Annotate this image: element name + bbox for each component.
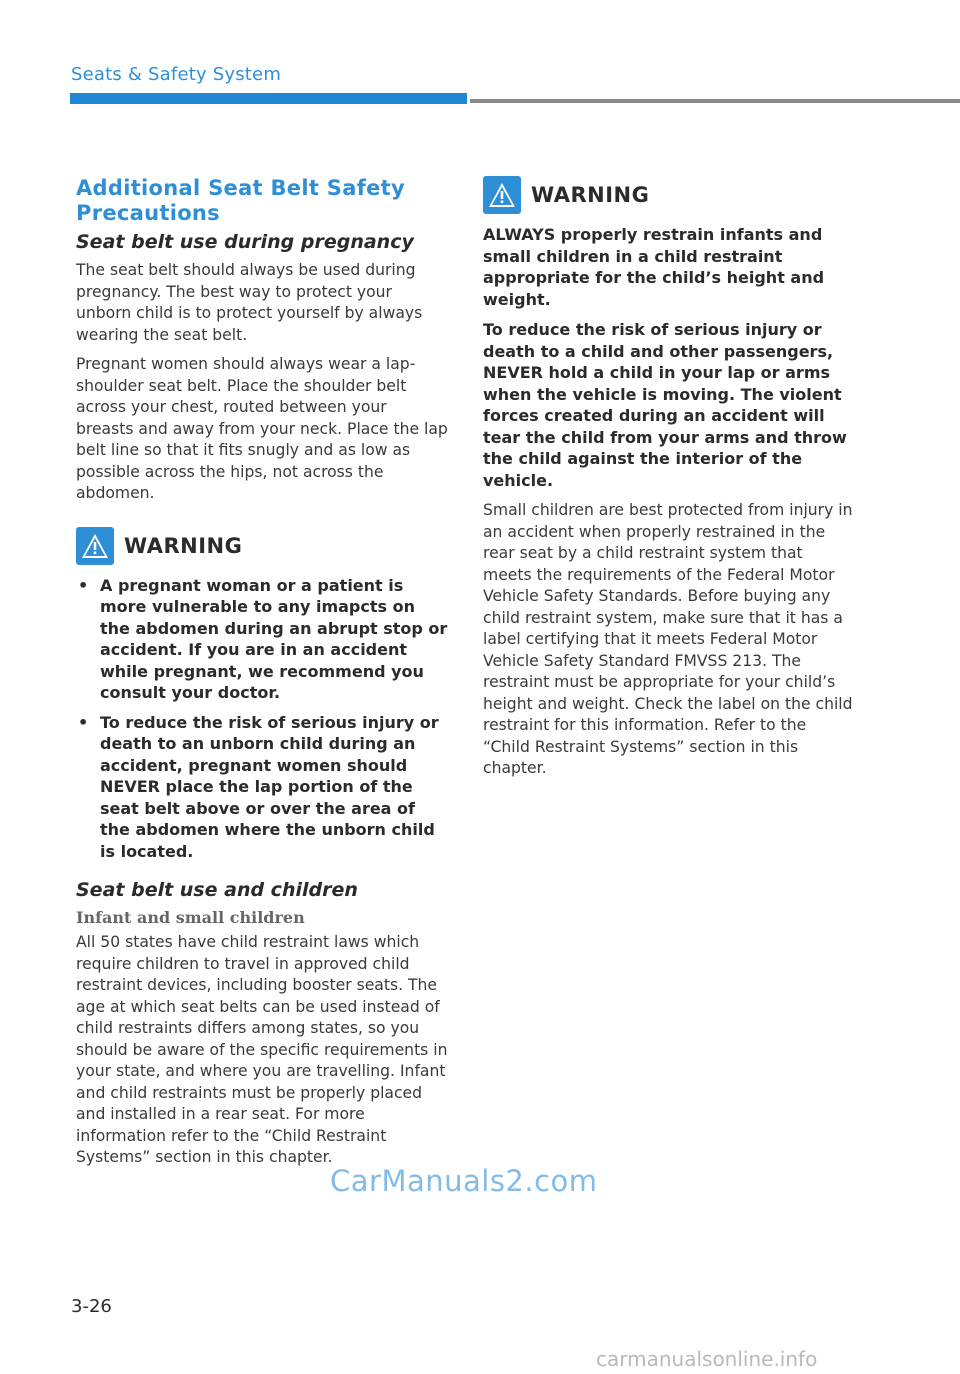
warning-triangle-icon — [76, 527, 114, 565]
warning-list — [76, 575, 448, 863]
watermark-carmanuals2: CarManuals2.com — [330, 1164, 598, 1198]
paragraph-children: All 50 states have child restraint laws which require children to travel in approved child restraint devices, including booster seats. The age at which seat belts can be used instead of child restraints differs among states, so you should be aware of the specific requirements in your state, and where you are travelling. Infant and child restraints must be properly placed and installed in a rear seat. For more information refer to the “Child Restraint Systems” section in this chapter. — [76, 933, 448, 1166]
warning-item-text: A pregnant woman or a patient is more vulnerable to any imapcts on the abdomen during an abrupt stop or accident. If you are in an accident while pregnant, we recommend you consult your doctor. — [100, 575, 448, 702]
bullet-icon: • — [78, 575, 89, 595]
warning-header-right — [483, 176, 855, 214]
right-column — [483, 176, 855, 788]
warning-body-right — [483, 224, 855, 491]
subheading-children: Seat belt use and children — [76, 879, 358, 901]
paragraph-small-children: Small children are best protected from injury in an accident when properly restrained in the rear seat by a child restraint system that meets the requirements of the Federal Motor Vehicle Safety Standards. Before buying any child restraint system, make sure that it has a label certifying that it meets Federal Motor Vehicle Safety Standard FMVSS 213. The restraint must be appropriate for your child’s height and weight. Check the label on the child restraint for this information. Refer to the “Child Restraint Systems” section in this chapter. — [483, 501, 853, 777]
site-watermark: carmanualsonline.info — [596, 1347, 818, 1371]
warning-item — [76, 712, 448, 863]
warning-title: WARNING — [531, 183, 650, 207]
left-column — [76, 176, 448, 1177]
warning-triangle-icon — [483, 176, 521, 214]
header-rule-gray — [470, 99, 960, 103]
header-rule-blue — [70, 93, 467, 104]
section-title: Additional Seat Belt Safety Precautions — [76, 176, 405, 225]
paragraph-pregnancy-2: Pregnant women should always wear a lap-shoulder seat belt. Place the shoulder belt across your chest, routed between your breasts and away from your neck. Place the lap belt line so that it fits snugly and as low as possible across the hips, not across the abdomen. — [76, 355, 448, 502]
warning-paragraph-2: To reduce the risk of serious injury or death to a child and other passengers, NEVER hold a child in your lap or arms when the vehicle is moving. The violent forces created during an accident will tear the child from your arms and throw the child against the interior of the vehicle. — [483, 320, 847, 490]
subheading-pregnancy: Seat belt use during pregnancy — [76, 231, 414, 253]
paragraph-pregnancy-1: The seat belt should always be used during pregnancy. The best way to protect your unborn child is to protect yourself by always wearing the seat belt. — [76, 261, 423, 344]
section-header-title: Seats & Safety System — [71, 64, 282, 85]
warning-header-left — [76, 527, 448, 565]
warning-paragraph-1: ALWAYS properly restrain infants and small children in a child restraint appropriate for the child’s height and weight. — [483, 225, 825, 309]
warning-item-text: To reduce the risk of serious injury or death to an unborn child during an accident, pregnant women should NEVER place the lap portion of the seat belt above or over the area of the abdomen where the unborn child is located. — [100, 712, 439, 861]
warning-title: WARNING — [124, 533, 243, 558]
page-number: 3-26 — [71, 1296, 112, 1317]
minor-heading-infants: Infant and small children — [76, 908, 305, 927]
bullet-icon: • — [78, 712, 89, 732]
warning-item — [76, 575, 448, 704]
